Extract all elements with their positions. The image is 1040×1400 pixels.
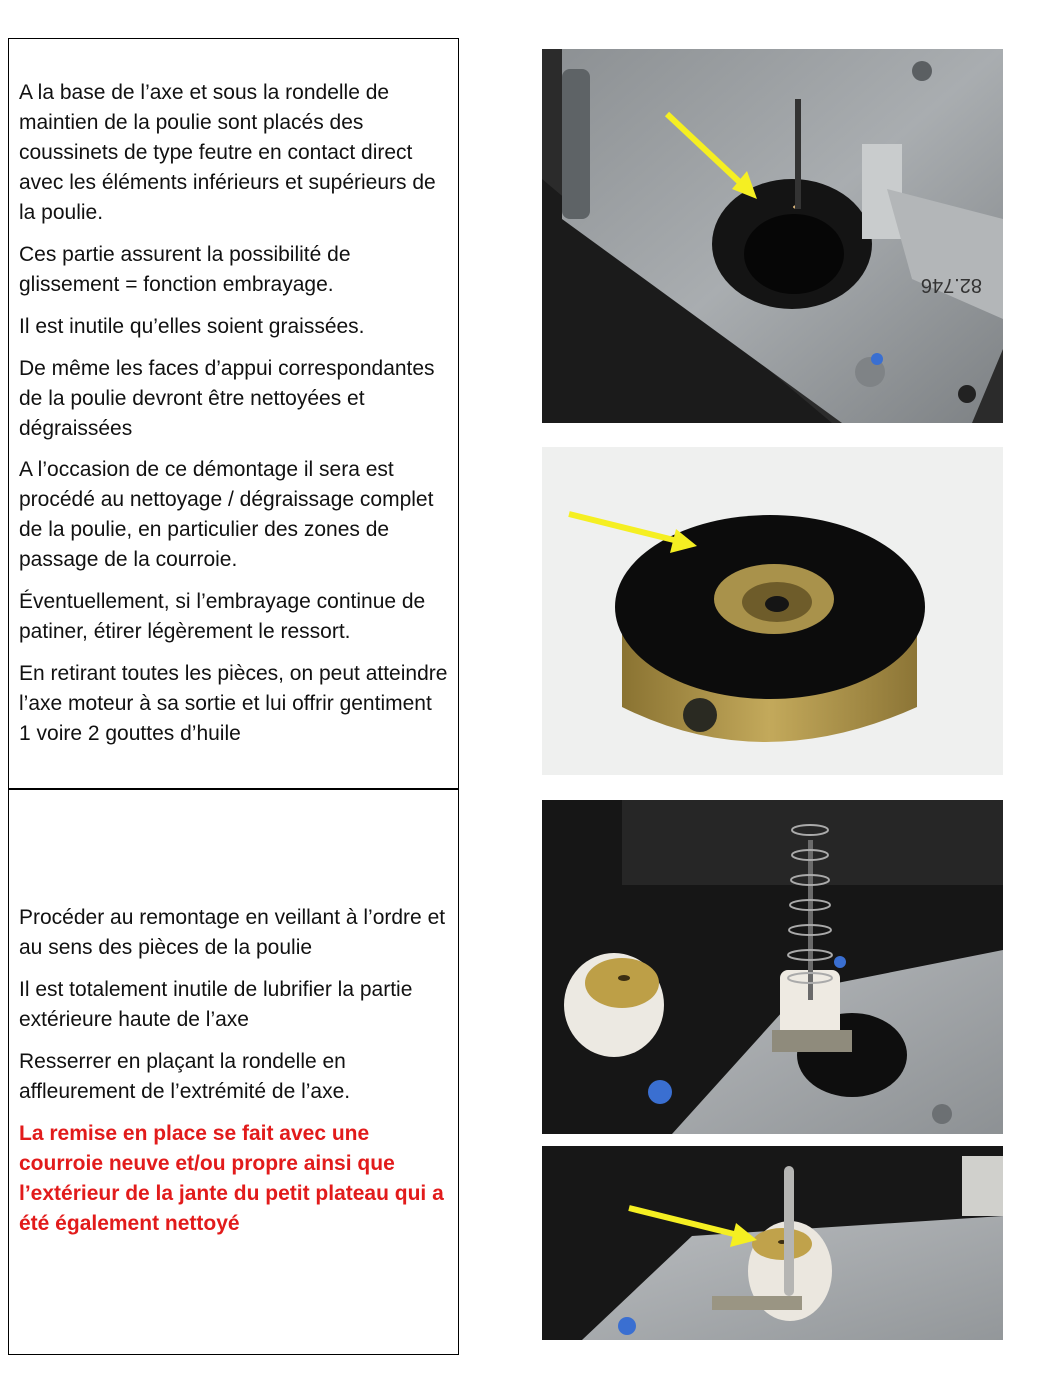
paragraph-bearing-faces: De même les faces d’appui correspondantes de la poulie devront être nettoyées et dégraissées (19, 357, 435, 440)
paragraph-cleaning: A l’occasion de ce démontage il sera est procédé au nettoyage / dégraissage complet de la poulie, en particulier des zones de passage de la courroie. (19, 458, 434, 571)
paragraph-reassembly: Procéder au remontage en veillant à l’ordre et au sens des pièces de la poulie (19, 906, 446, 959)
brass-insert (585, 958, 659, 1008)
paragraph-belt-warning: La remise en place se fait avec une courroie neuve et/ou propre ainsi que l’extérieur de la jante du petit plateau qui a été également nettoyé (19, 1122, 444, 1235)
photo-axis-base (542, 49, 1003, 423)
paragraph-spring: Éventuellement, si l’embrayage continue de patiner, étirer légèrement le ressort. (19, 590, 426, 643)
plate-marking: 82.746 (920, 274, 982, 296)
paragraph-clutch-function: Ces partie assurent la possibilité de glissement = fonction embrayage. (19, 243, 351, 296)
paragraph-tighten: Resserrer en plaçant la rondelle en affleurement de l’extrémité de l’axe. (19, 1050, 351, 1103)
paragraph-no-grease: Il est inutile qu’elles soient graissées. (19, 315, 365, 338)
photo-reassembled (542, 1146, 1003, 1340)
photo-felt-pad (542, 447, 1003, 775)
photo-reassembly-parts (542, 800, 1003, 1134)
paragraph-no-lubrication: Il est totalement inutile de lubrifier la partie extérieure haute de l’axe (19, 978, 413, 1031)
paragraph-felt-pads: A la base de l’axe et sous la rondelle de maintien de la poulie sont placés des coussinets de type feutre en contact direct avec les éléments inférieurs et supérieurs de la poulie. (19, 81, 436, 224)
spindle-pin (562, 69, 590, 219)
paragraph-oil: En retirant toutes les pièces, on peut atteindre l’axe moteur à sa sortie et lui offrir gentiment 1 voire 2 gouttes d’huile (19, 662, 448, 745)
